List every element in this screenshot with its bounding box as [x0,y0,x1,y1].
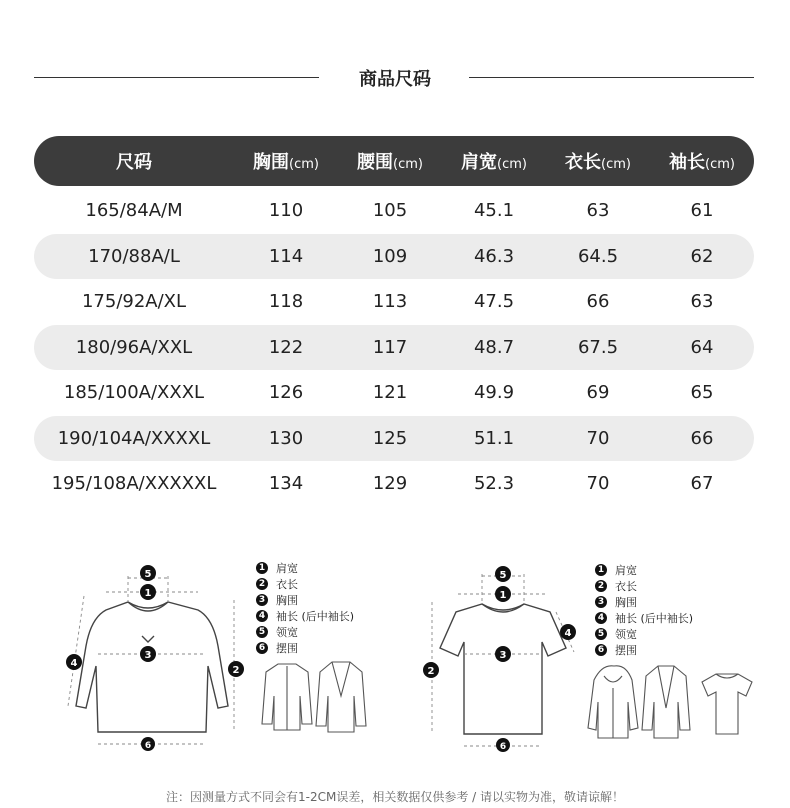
hoodie-cardigan-tee-illustrations [582,662,754,740]
legend-item: 4 袖长 (后中袖长) [595,610,693,626]
marker-4: 4 [564,628,572,639]
legend-left [256,560,354,656]
section-title: 商品尺码 [359,69,431,90]
cell-shoulder: 45.1 [473,200,515,222]
header-shoulder: 肩宽(cm) [461,152,527,173]
cell-chest: 130 [268,427,304,449]
cell-chest: 114 [268,245,304,267]
header-chest: 胸围(cm) [253,152,319,173]
table-header-row [34,136,754,186]
cell-length: 64.5 [577,245,619,267]
cell-size: 165/84A/M [85,200,183,222]
cell-length: 63 [586,200,610,222]
cell-size: 170/88A/L [88,245,180,267]
marker-3: 3 [499,650,507,661]
cell-shoulder: 51.1 [473,427,515,449]
section-title-row [0,62,790,94]
legend-right [595,562,693,658]
cell-length: 70 [586,427,610,449]
cell-sleeve: 61 [690,200,714,222]
measure-markers [423,566,576,752]
marker-6: 6 [144,741,152,751]
title-divider-right [469,77,754,78]
table-row [34,188,754,234]
sweater-measure-diagram [58,556,258,756]
cell-chest: 126 [268,382,304,404]
cell-sleeve: 64 [690,336,714,358]
header-sleeve: 袖长(cm) [669,152,735,173]
table-row [34,325,754,371]
cell-size: 175/92A/XL [81,291,187,313]
size-table [34,136,754,507]
cell-chest: 110 [268,200,304,222]
cell-length: 66 [586,291,610,313]
cell-size: 190/104A/XXXXL [57,427,211,449]
cell-shoulder: 46.3 [473,245,515,267]
legend-item: 1 肩宽 [595,562,693,578]
header-length: 衣长(cm) [565,152,631,173]
legend-item: 3 胸围 [256,592,354,608]
cell-waist: 113 [372,291,408,313]
cell-size: 185/100A/XXXL [63,382,205,404]
cell-chest: 118 [268,291,304,313]
legend-item: 2 衣长 [595,578,693,594]
cell-sleeve: 63 [690,291,714,313]
measurement-disclaimer: 注：因测量方式不同会有1-2CM误差，相关数据仅供参考 / 请以实物为准，敬请谅解！ [165,790,624,804]
marker-1: 1 [144,588,152,599]
legend-item: 4 袖长 (后中袖长) [256,608,354,624]
header-size: 尺码 [116,152,152,173]
jacket-illustrations [258,656,368,736]
legend-item: 3 胸围 [595,594,693,610]
header-waist: 腰围(cm) [357,152,423,173]
cell-sleeve: 62 [690,245,714,267]
cell-chest: 134 [268,473,304,495]
measure-markers [66,565,244,751]
cell-length: 69 [586,382,610,404]
legend-item: 5 领宽 [595,626,693,642]
legend-item: 1 肩宽 [256,560,354,576]
cell-length: 70 [586,473,610,495]
cell-waist: 129 [372,473,408,495]
legend-item: 6 摆围 [256,640,354,656]
marker-4: 4 [70,658,78,669]
cell-sleeve: 67 [690,473,714,495]
cell-shoulder: 52.3 [473,473,515,495]
marker-5: 5 [144,569,152,580]
cell-size: 195/108A/XXXXXL [51,473,217,495]
cell-sleeve: 65 [690,382,714,404]
table-row [34,416,754,462]
table-row [34,370,754,416]
marker-2: 2 [232,665,240,676]
legend-item: 5 领宽 [256,624,354,640]
tshirt-measure-diagram [418,556,588,756]
marker-2: 2 [427,666,435,677]
marker-3: 3 [144,650,152,661]
table-row [34,461,754,507]
table-row [34,234,754,280]
cell-size: 180/96A/XXL [75,336,193,358]
cell-waist: 109 [372,245,408,267]
table-row [34,279,754,325]
marker-6: 6 [499,742,507,752]
legend-item: 2 衣长 [256,576,354,592]
cell-waist: 121 [372,382,408,404]
cell-shoulder: 48.7 [473,336,515,358]
cell-shoulder: 47.5 [473,291,515,313]
legend-item: 6 摆围 [595,642,693,658]
cell-shoulder: 49.9 [473,382,515,404]
cell-length: 67.5 [577,336,619,358]
cell-sleeve: 66 [690,427,714,449]
cell-waist: 117 [372,336,408,358]
cell-waist: 105 [372,200,408,222]
cell-waist: 125 [372,427,408,449]
marker-5: 5 [499,570,507,581]
marker-1: 1 [499,590,507,601]
sweater-outline [76,602,228,732]
tshirt-outline [440,604,566,734]
cell-chest: 122 [268,336,304,358]
